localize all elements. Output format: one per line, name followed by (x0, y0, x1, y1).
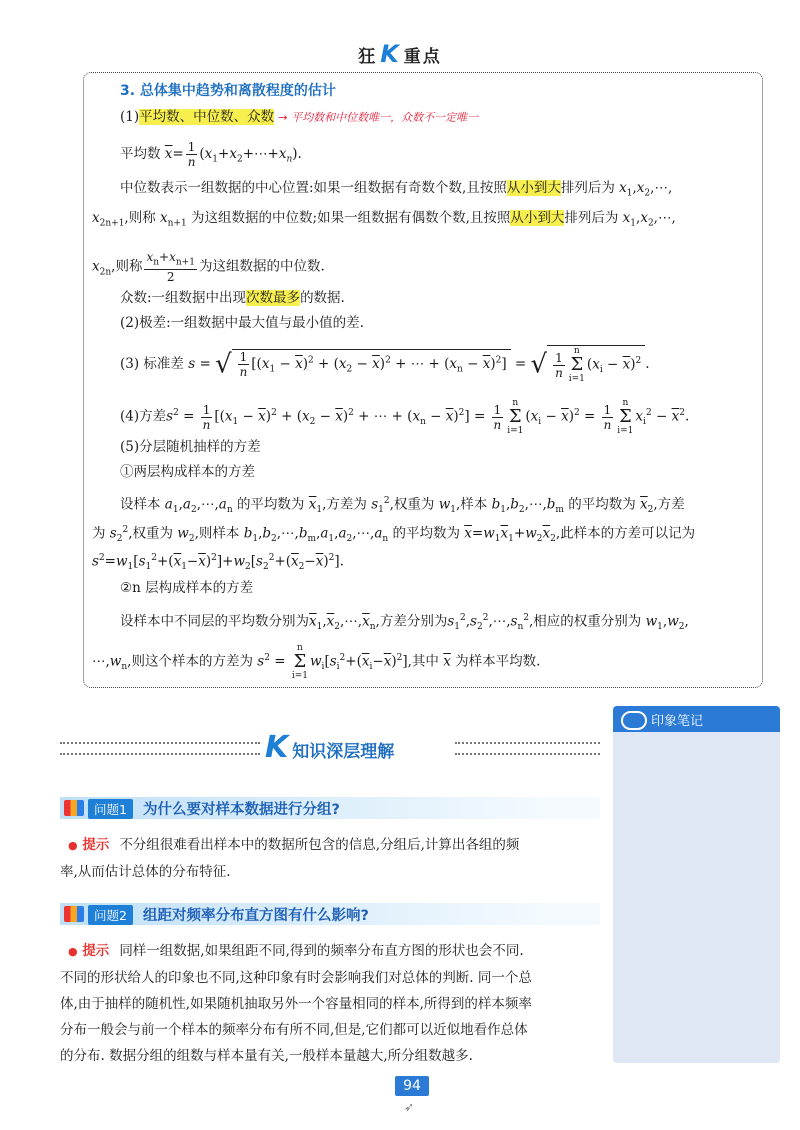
t3: ,方差为 (322, 496, 367, 513)
t8: 为 (92, 525, 106, 542)
t2: 的平均数为 (236, 496, 305, 513)
handwritten-note: → 平均数和中位数唯一，众数不一定唯一 (278, 111, 479, 124)
section-title: 3. 总体集中趋势和离散程度的估计 (120, 83, 336, 99)
two-layer-line2: 为 $s_2^2$,权重为 $w_2$,则样本 $b_1,b_2,\cdots,b_m,a_1,a_2,\cdots,a_n$ 的平均数为 $\overline{x}=w_1\overline{x}_1+w_2\overline{x}_2$,此样本的方差可以记为 (92, 525, 696, 545)
t9: ,权重为 (128, 525, 173, 542)
mode-line (120, 288, 345, 308)
order-word-2: 从小到大 (510, 210, 565, 226)
page-number: 94 (395, 1076, 429, 1096)
var-label: (4)方差 (120, 408, 167, 425)
mode-prefix: 众数:一组数据中出现 (120, 290, 247, 306)
notes-panel[interactable] (613, 706, 780, 1063)
answer-2-l4: 分布一般会与前一个样本的频率分布有所不同,但是,它们都可以近似地看作总体 (60, 1022, 528, 1038)
book-icon (64, 906, 84, 922)
mode-suffix: 的数据. (300, 290, 345, 306)
tip-1 (68, 837, 109, 853)
range-line: (2)极差:一组数据中最大值与最小值的差. (120, 315, 364, 331)
mean-label: 平均数 (120, 146, 161, 162)
item1-line (120, 107, 478, 128)
item1-prefix: (1) (120, 109, 140, 125)
order-word-1: 从小到大 (506, 180, 561, 196)
two-layer-line1: 设样本 $a_1,a_2,\cdots,a_n$ 的平均数为 $\overline{x}_1$,方差为 $s_1^2$,权重为 $w_1$,样本 $b_1,b_2,\cdots,b_m$ 的平均数为 $\overline{x}_2$,方差 (120, 496, 685, 516)
median-text-2a: ,则称 (124, 210, 156, 226)
n-layer-line2: $\cdots,w_n$,则这个样本的方差为 $s^2 = n$ Σ $i=1w_i[s_i^2+(\overline{x}_i-\overline{x})^2]$,其中 $\overline{x}$ 为样本平均数. (92, 643, 541, 681)
deep-title (265, 730, 394, 765)
t11: 的平均数为 (392, 525, 460, 542)
question-1-tag: 问题1 (88, 799, 133, 819)
t4: ,权重为 (389, 496, 435, 513)
question-1-text: 为什么要对样本数据进行分组? (143, 802, 340, 818)
question-1-bar (60, 797, 600, 819)
cloud-icon (621, 711, 647, 730)
mean-formula: 平均数 $\overline{x}=$ $\frac{1}{n}$ $(x_1+x_2+\cdots+x_n)$. (120, 140, 302, 169)
n-layer-line1: 设样本中不同层的平均数分别为$\overline{x}_1,\overline{x}_2,\cdots,\overline{x}_n$,方差分别为$s_1^2,s_2^2,\cdots,s_n^2$,相应的权重分别为 $w_1,w_2$, (120, 613, 689, 633)
k-logo: K (380, 40, 401, 68)
n3: ,相应的权重分别为 (529, 613, 642, 630)
median-line-2: $x_{2n+1}$,则称 $x_{n+1}$ 为这组数据的中位数;如果一组数据有偶数个数,且按照从小到大排列后为 $x_1,x_2,\cdots$, (92, 210, 676, 229)
bird-icon: ➶ (404, 1100, 415, 1114)
median-text-3b: 为这组数据的中位数. (198, 258, 325, 275)
std-formula: (3) 标准差 s = √ $\frac{1}{n}$ [$(x_1 - \overline{x})^2 + (x_2 - \overline{x})^2$ + ⋯ + $(x_n - \overline{x})^2$] = √ $\frac{1}{n}$ n Σ $i=1(x_i - \overline{x})^2$ . (120, 346, 650, 384)
deep-banner (60, 730, 600, 765)
two-layer-line3: $s^2=w_1[s_1^2+(\overline{x}_1-\overline{x})^2]+w_2[s_2^2+(\overline{x}_2-\overline{x})^2]$. (92, 553, 344, 573)
t7: ,方差 (653, 496, 685, 513)
notes-header (613, 706, 780, 732)
tip-2 (68, 943, 109, 959)
question-2-bar (60, 903, 600, 925)
variance-formula: (4)方差$s^2$ = $\frac{1}{n}$ [$(x_1 - \overline{x})^2 + (x_2 - \overline{x})^2$ + ⋯ + $(x_n - \overline{x})^2$] = $\frac{1}{n}$ n Σ $i=1(x_i - \overline{x})^2$ = $\frac{1}{n}$ n Σ $i=1x_i^2 - \overline{x}^2$. (120, 398, 690, 436)
answer-1-l1: 不分组很难看出样本中的数据所包含的信息,分组后,计算出各组的频 (119, 837, 520, 853)
tip-dot-icon: ● (68, 839, 78, 852)
t6: 的平均数为 (568, 496, 636, 513)
n6: 为样本平均数. (455, 653, 541, 670)
question-2-tag: 问题2 (88, 905, 133, 925)
banner-dots-left (60, 742, 260, 755)
question-2-text: 组距对频率分布直方图有什么影响? (143, 908, 369, 924)
item1-label: 平均数、中位数、众数 (139, 109, 275, 125)
answer-2 (60, 938, 600, 1069)
median-text-2b: 为这组数据的中位数;如果一组数据有偶数个数,且按照 (191, 210, 511, 226)
header-left: 狂 (358, 47, 378, 67)
median-line-1: 中位数表示一组数据的中心位置:如果一组数据有奇数个数,且按照从小到大排列后为 $x_1,x_2,\cdots$, (120, 180, 673, 199)
mode-highlight: 次数最多 (246, 290, 301, 306)
tip-2-label: 提示 (82, 943, 110, 959)
answer-2-l3: 体,由于抽样的随机性,如果随机抽取另外一个容量相同的样本,所得到的样本频率 (60, 996, 532, 1012)
deep-title-text: 知识深层理解 (292, 742, 395, 762)
n4: ,则这个样本的方差为 (127, 653, 253, 670)
n1: 设样本中不同层的平均数分别为 (120, 613, 309, 630)
t1: 设样本 (120, 496, 161, 513)
t12: ,此样本的方差可以记为 (555, 525, 696, 542)
n-layer-title: ②n 层构成样本的方差 (120, 580, 254, 596)
median-text-3a: ,则称 (111, 258, 143, 275)
answer-2-l1: 同样一组数据,如果组距不同,得到的频率分布直方图的形状也会不同. (119, 943, 524, 959)
answer-1-l2: 率,从而估计总体的分布特征. (60, 864, 231, 880)
median-line-3: $x_{2n}$,则称 $\frac{x_n+x_{n+1}}{2}$ 为这组数据的中位数. (92, 250, 325, 285)
page-header (0, 40, 800, 68)
t5: ,样本 (455, 496, 488, 513)
banner-dots-right (455, 742, 600, 755)
t10: ,则样本 (194, 525, 240, 542)
answer-2-l2: 不同的形状给人的印象也不同,这种印象有时会影响我们对总体的判断. 同一个总 (60, 970, 532, 986)
tip-1-label: 提示 (82, 837, 110, 853)
median-text-1: 中位数表示一组数据的中心位置:如果一组数据有奇数个数,且按照 (120, 180, 507, 196)
tip-dot-icon: ● (68, 945, 78, 958)
k-logo-large: K (265, 730, 289, 765)
two-layer-title: ①两层构成样本的方差 (120, 464, 255, 480)
median-text-2c: 排列后为 (564, 210, 619, 226)
n2: ,方差分别为 (375, 613, 448, 630)
answer-1 (60, 832, 600, 885)
notes-title: 印象笔记 (651, 714, 704, 729)
median-text-1b: 排列后为 (560, 180, 615, 196)
n5: ,其中 (407, 653, 439, 670)
std-label: (3) 标准差 (120, 356, 184, 372)
header-right: 重点 (403, 47, 442, 67)
answer-2-l5: 的分布. 数据分组的组数与样本量有关,一般样本量越大,所分组数越多. (60, 1048, 473, 1064)
book-icon (64, 800, 84, 816)
strat-title: (5)分层随机抽样的方差 (120, 439, 261, 455)
